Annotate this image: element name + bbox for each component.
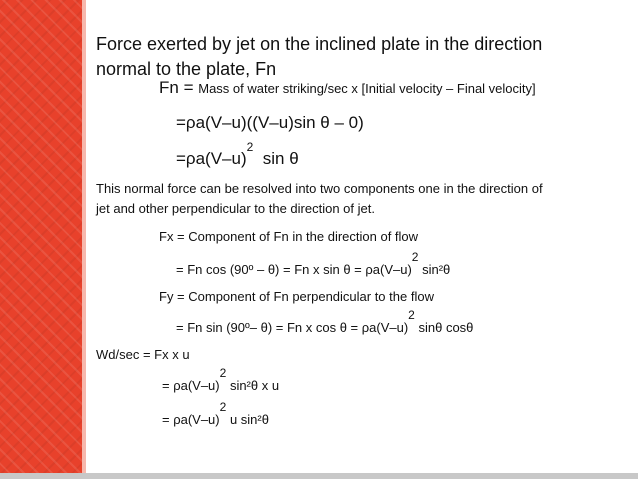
- fn-equals: =: [183, 78, 194, 97]
- equation-line-3: [176, 140, 299, 169]
- fx-expression: [176, 250, 451, 277]
- equation-fn: [159, 78, 536, 98]
- eq3-base: =ρa(V–u): [176, 149, 247, 168]
- fy-definition: Fy = Component of Fn perpendicular to the flow: [159, 289, 434, 304]
- fx-expression-base: = Fn cos (90º – θ) = Fn x sin θ = ρa(V–u): [176, 262, 412, 277]
- work-line2-superscript: 2: [219, 400, 227, 414]
- work-line2-base: = ρa(V–u): [162, 412, 220, 427]
- fx-superscript: 2: [411, 250, 419, 264]
- work-line2: [162, 400, 269, 427]
- work-line1: [162, 366, 280, 393]
- fn-definition: Mass of water striking/sec x [Initial velocity – Final velocity]: [198, 81, 536, 96]
- work-heading: Wd/sec = Fx x u: [96, 347, 190, 362]
- paragraph-line1: This normal force can be resolved into two components one in the direction of: [96, 181, 543, 196]
- eq3-superscript: 2: [246, 140, 254, 154]
- eq3-tail: sin θ: [262, 149, 299, 168]
- work-line1-superscript: 2: [219, 366, 227, 380]
- fn-label: Fn: [159, 78, 179, 97]
- fy-expression-base: = Fn sin (90º– θ) = Fn x cos θ = ρa(V–u): [176, 320, 409, 335]
- fy-expression: [176, 308, 474, 335]
- work-line1-base: = ρa(V–u): [162, 378, 220, 393]
- slide-title-line1: Force exerted by jet on the inclined plate in the direction: [96, 34, 543, 54]
- fy-superscript: 2: [408, 308, 415, 322]
- fx-tail: sin²θ: [422, 262, 451, 277]
- fx-definition: Fx = Component of Fn in the direction of flow: [159, 229, 419, 244]
- sidebar-pattern: [0, 0, 82, 479]
- fy-tail: sinθ cosθ: [418, 320, 474, 335]
- work-line1-tail: sin²θ x u: [229, 378, 280, 393]
- slide-sidebar: [0, 0, 82, 479]
- work-line2-tail: u sin²θ: [229, 412, 269, 427]
- equation-line-2: =ρa(V–u)((V–u)sin θ – 0): [176, 113, 364, 132]
- slide-title-line2: normal to the plate, Fn: [96, 59, 277, 79]
- paragraph-line2: jet and other perpendicular to the direction of jet.: [96, 201, 375, 216]
- sidebar-edge: [82, 0, 86, 479]
- bottom-bar: [0, 473, 638, 479]
